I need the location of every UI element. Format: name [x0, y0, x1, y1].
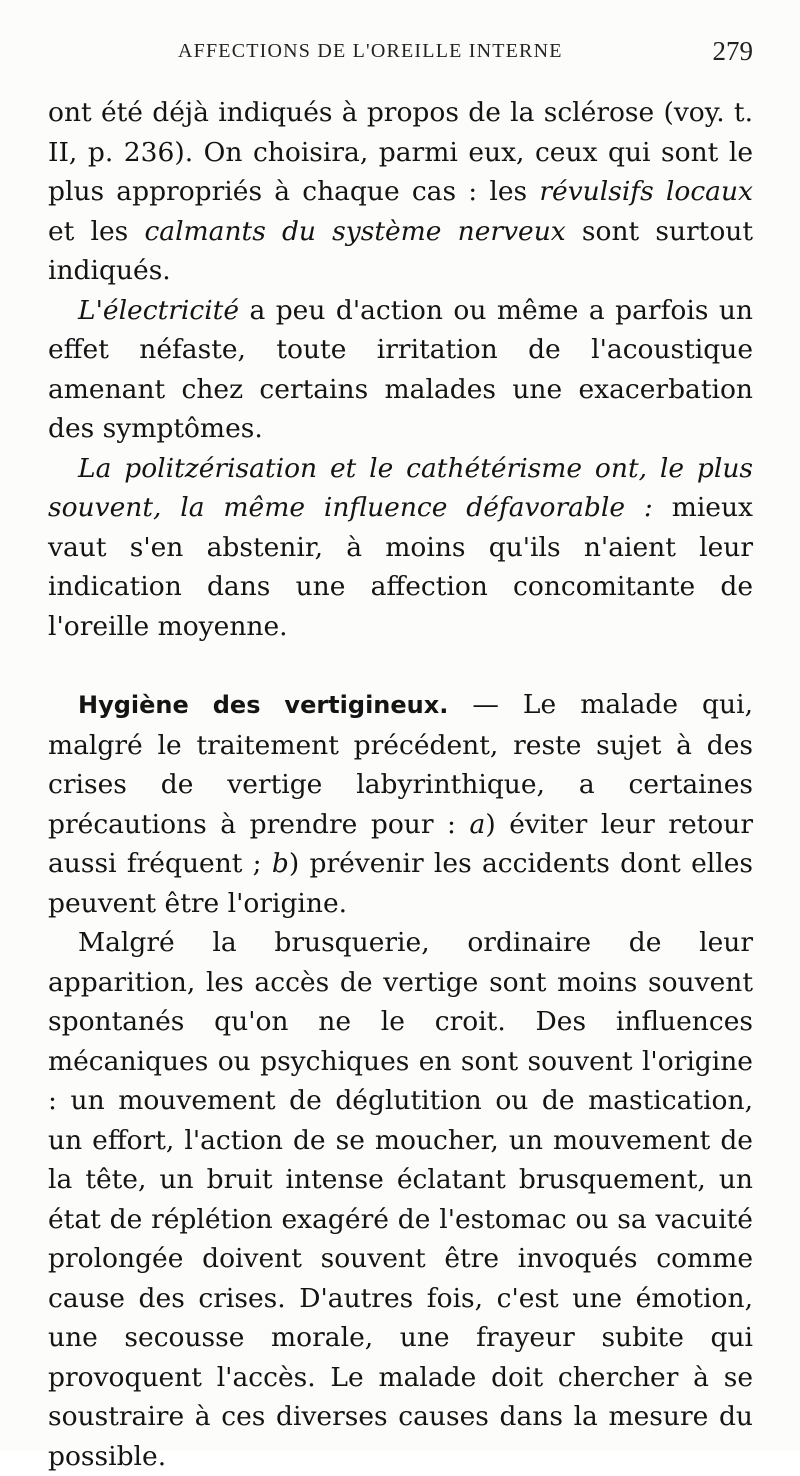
- paragraph-politzerisation: La politzérisation et le cathétérisme ont, le plus souvent, la même influence défavorable : mieux vaut s'en abstenir, à moins qu'ils n'aient leur indication dans une affection concomitante de l'oreille moyenne.: [48, 452, 753, 642]
- paragraph-electricite: L'électricité a peu d'action ou même a parfois un effet néfaste, toute irritation de l'acoustique amenant chez certains malades une exacerbation des symptômes.: [48, 294, 753, 444]
- emphasis-electricite: L'électricité: [78, 294, 240, 326]
- page-number: 279: [712, 36, 753, 66]
- running-title: AFFECTIONS DE L'OREILLE INTERNE: [178, 40, 563, 62]
- paragraph-acces-vertige: Malgré la brusquerie, ordinaire de leur apparition, les accès de vertige sont moins souvent spontanés qu'on ne le croit. Des influences mécaniques ou psychiques en sont souvent l'origine : un mouvement de déglutition ou de mastication, un effort, l'action de se moucher, un mouvement de la tête, un bruit intense éclatant brusquement, un état de réplétion exagéré de l'estomac ou sa vacuité prolongée doivent souvent être invoqués comme cause des crises. D'autres fois, c'est une émotion, une secousse morale, une frayeur subite qui provoquent l'accès. Le malade doit chercher à se soustraire à ces diverses causes dans la mesure du possible.: [48, 927, 753, 1472]
- emphasis-revulsifs: révulsifs locaux: [539, 176, 753, 207]
- running-head: [48, 36, 753, 70]
- body-text: [48, 93, 753, 1476]
- paragraph-treatments: ont été déjà indiqués à propos de la sclérose (voy. t. II, p. 236). On choisira, parmi eux, ceux qui sont le plus appropriés à chaque cas : les révulsifs locaux et les calmants du système nerveux sont surtout indiqués.: [48, 97, 753, 286]
- paragraph-hygiene: Hygiène des vertigineux. — Le malade qui, malgré le traitement précédent, reste sujet à des crises de vertige labyrinthique, a certaines précautions à prendre pour : a) éviter leur retour aussi fréquent ; b) prévenir les accidents dont elles peuvent être l'origine.: [48, 689, 753, 919]
- emphasis-calmants: calmants du système nerveux: [144, 215, 566, 247]
- section-heading: Hygiène des vertigineux.: [78, 691, 449, 719]
- emphasis-politzerisation: La politzérisation et le cathétérisme ont, le plus souvent, la même influence défavorable :: [48, 452, 753, 523]
